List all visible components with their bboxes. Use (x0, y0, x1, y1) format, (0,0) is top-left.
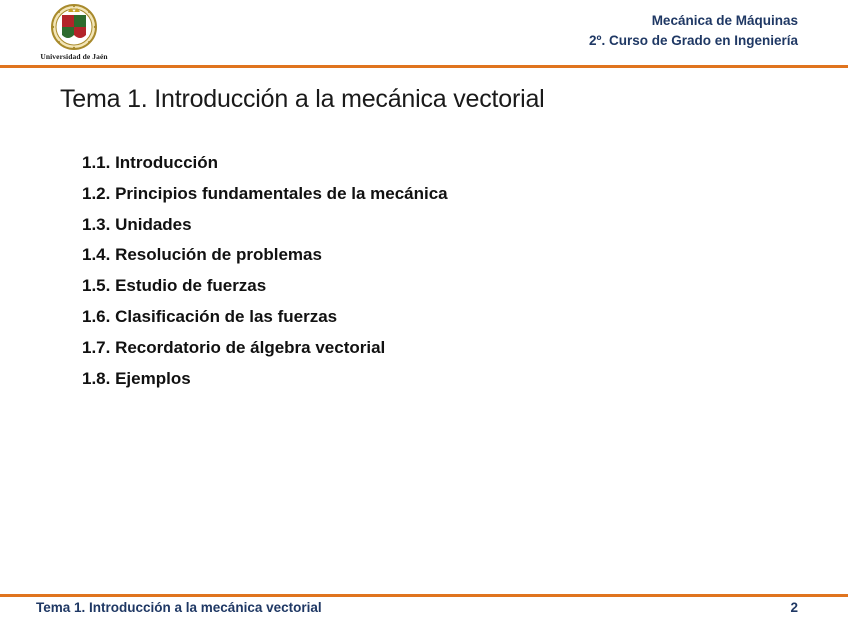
toc-item: 1.5. Estudio de fuerzas (82, 276, 267, 296)
toc-item: 1.2. Principios fundamentales de la mecánica (82, 183, 448, 203)
university-name: Universidad de Jaén (40, 52, 108, 61)
course-name: Mecánica de Máquinas (651, 13, 798, 28)
toc-item: 1.4. Resolución de problemas (82, 245, 322, 265)
header-divider (0, 65, 848, 68)
table-of-contents (82, 151, 448, 397)
slide-title: Tema 1. Introducción a la mecánica vectorial (60, 85, 545, 113)
toc-item: 1.3. Unidades (82, 214, 192, 234)
toc-item: 1.8. Ejemplos (82, 368, 191, 388)
page-number: 2 (790, 600, 798, 615)
course-year: 2º. Curso de Grado en Ingeniería (589, 33, 798, 48)
toc-item: 1.7. Recordatorio de álgebra vectorial (82, 337, 386, 357)
university-logo (26, 3, 122, 63)
course-info (589, 11, 798, 51)
footer-title: Tema 1. Introducción a la mecánica vectorial (36, 600, 322, 615)
toc-item: 1.6. Clasificación de las fuerzas (82, 306, 338, 326)
footer-divider (0, 594, 848, 597)
toc-item: 1.1. Introducción (82, 153, 219, 172)
university-seal-icon (26, 3, 122, 53)
